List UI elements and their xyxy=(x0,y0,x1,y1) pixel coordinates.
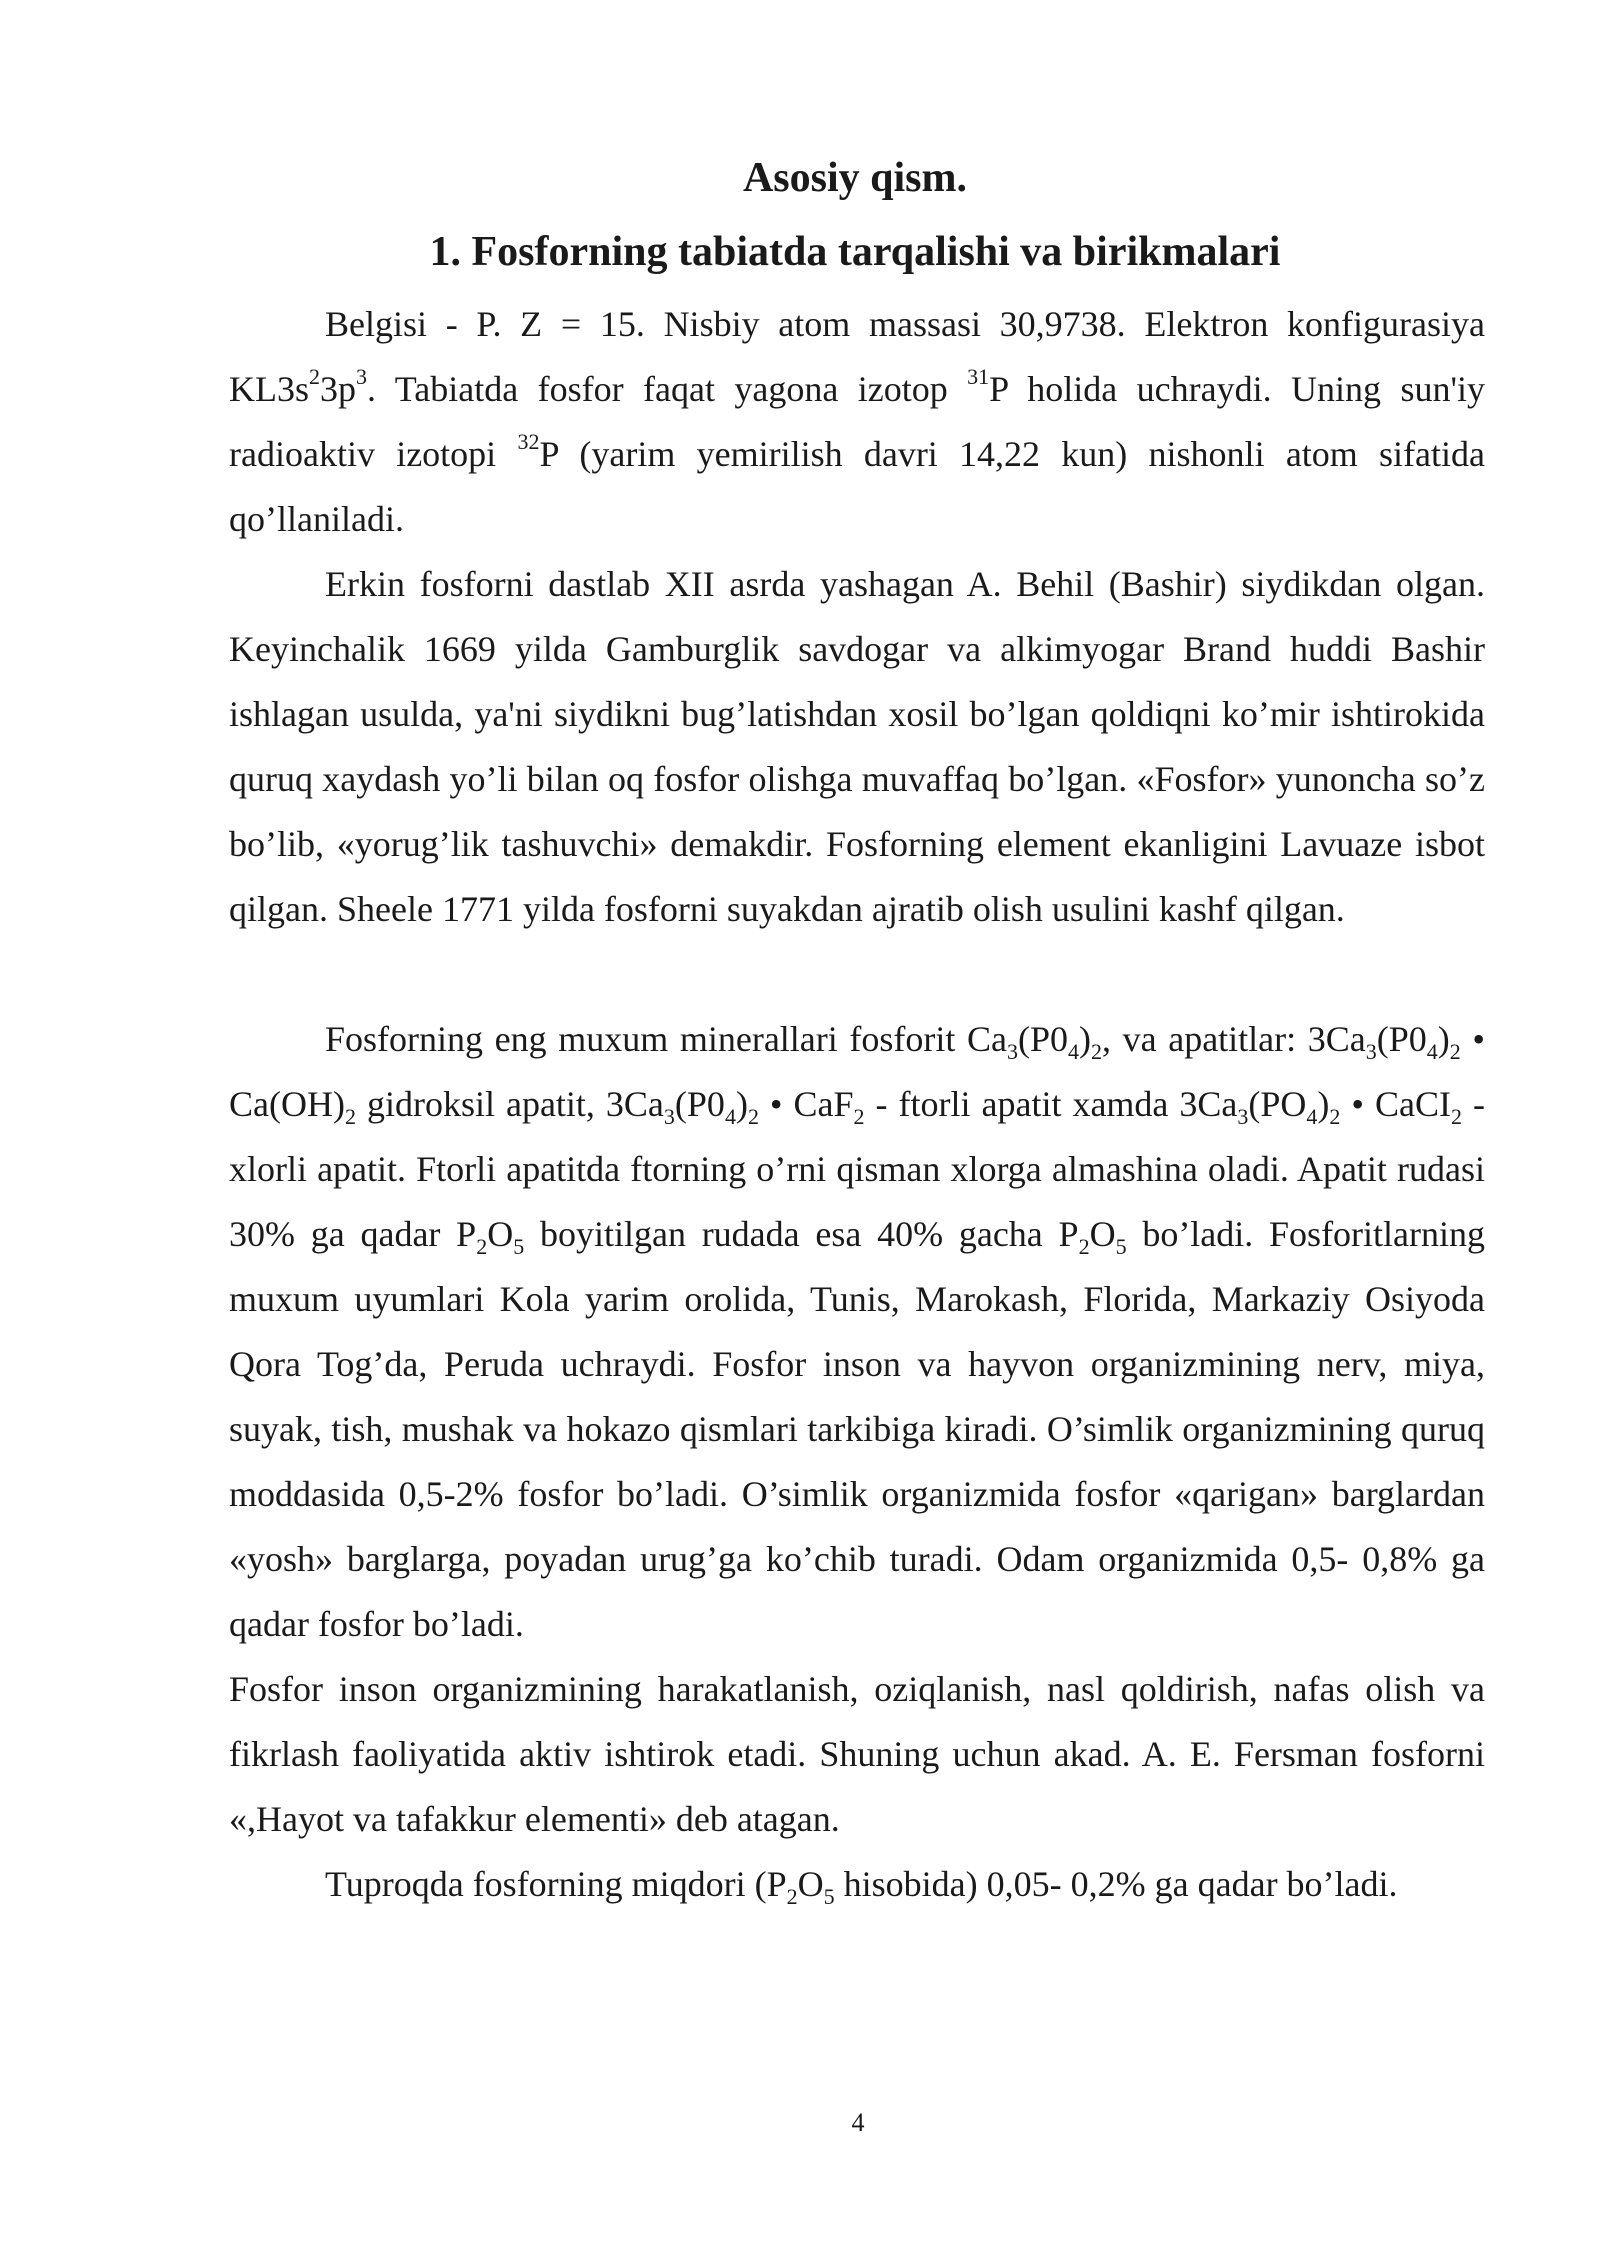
subscript: 4 xyxy=(724,1104,736,1130)
text-run: ) xyxy=(1437,1019,1450,1059)
subscript: 5 xyxy=(513,1234,525,1260)
subscript: 5 xyxy=(823,1884,835,1910)
text-run: • CaF xyxy=(758,1084,854,1124)
text-run: ) xyxy=(1079,1019,1091,1059)
superscript: 31 xyxy=(967,364,990,389)
subscript: 4 xyxy=(1068,1039,1079,1065)
paragraph-minerals xyxy=(229,1007,1485,1657)
superscript: 2 xyxy=(309,364,320,389)
paragraph-element-properties xyxy=(229,292,1485,552)
subscript: 2 xyxy=(476,1234,488,1260)
text-run: Tuproqda fosforning miqdori (P xyxy=(325,1864,787,1904)
text-run: boyitilgan rudada esa 40% gacha P xyxy=(524,1214,1079,1254)
subscript: 2 xyxy=(853,1104,865,1130)
text-run: - ftorli apatit xamda 3Ca xyxy=(864,1084,1238,1124)
subscript: 2 xyxy=(1078,1234,1090,1260)
text-run: ) xyxy=(1317,1084,1330,1124)
subscript: 2 xyxy=(786,1884,798,1910)
text-run: (PO xyxy=(1248,1084,1307,1124)
text-run: 3p xyxy=(320,369,356,409)
page-number: 4 xyxy=(851,2108,865,2137)
text-run: (P0 xyxy=(1376,1019,1427,1059)
text-run: ) xyxy=(735,1084,748,1124)
subscript: 4 xyxy=(1306,1104,1318,1130)
paragraph-history: Erkin fosforni dastlab XII asrda yashagan A. Behil (Bashir) siydikdan olgan. Keyinchalik 1669 yilda Gamburglik savdogar va alkimyogar Brand huddi Bashir ishlagan usulda, ya'ni siydikni bug’latishdan xosil bo’lgan qoldiqni ko’mir ishtirokida quruq xaydash yo’li bilan oq fosfor olishga muvaffaq bo’lgan. «Fosfor» yunoncha so’z bo’lib, «yorug’lik tashuvchi» demakdir. Fosforning element ekanligini Lavuaze isbot qilgan. Sheele 1771 yilda fosforni suyakdan ajratib olish usulini kashf qilgan. xyxy=(229,564,1485,929)
subscript: 2 xyxy=(344,1104,356,1130)
superscript: 3 xyxy=(356,364,367,389)
text-run: O xyxy=(1089,1214,1116,1254)
text-run: (P0 xyxy=(674,1084,725,1124)
subscript: 5 xyxy=(1115,1234,1127,1260)
text-run: hisobida) 0,05- 0,2% ga qadar bo’ladi. xyxy=(834,1864,1398,1904)
subscript: 2 xyxy=(747,1104,759,1130)
subscript: 3 xyxy=(1365,1039,1377,1065)
subscript: 2 xyxy=(1449,1039,1461,1065)
page-heading: Asosiy qism. xyxy=(742,155,968,201)
text-run: gidroksil apatit, 3Ca xyxy=(355,1084,664,1124)
superscript: 32 xyxy=(517,429,540,454)
text-run: O xyxy=(797,1864,824,1904)
text-run: . Tabiatda fosfor faqat yagona izotop xyxy=(367,369,968,409)
text-run: (P0 xyxy=(1017,1019,1068,1059)
subscript: 2 xyxy=(1091,1039,1102,1065)
text-run: Belgisi - P. Z = 15. Nisbiy atom massasi 30,9738. Elektron konfigurasiya KL3s xyxy=(229,304,1485,409)
text-run: P holida uchraydi. Uning sun'iy radioaktiv izotopi xyxy=(229,369,1485,474)
paragraph-role: Fosfor inson organizmining harakatlanish, oziqlanish, nasl qoldirish, nafas olish va fikrlash faoliyatida aktiv ishtirok etadi. Shuning uchun akad. A. E. Fersman fosforni «,Hayot va tafakkur elementi» deb atagan. xyxy=(229,1669,1485,1839)
subscript: 2 xyxy=(1329,1104,1341,1130)
text-run: - xlorli apatit. Ftorli apatitda ftorning o’rni qisman xlorga almashina oladi. Apatit rudasi 30% ga qadar P xyxy=(229,1084,1485,1254)
text-run: O xyxy=(487,1214,514,1254)
text-run: • Ca(OH) xyxy=(229,1019,1486,1124)
subscript: 3 xyxy=(1006,1039,1018,1065)
text-run: Fosforning eng muxum minerallari fosforit Ca xyxy=(325,1019,1007,1059)
section-title: 1. Fosforning tabiatda tarqalishi va birikmalari xyxy=(429,229,1281,275)
text-run: P (yarim yemirilish davri 14,22 kun) nishonli atom sifatida qo’llaniladi. xyxy=(229,434,1486,539)
subscript: 3 xyxy=(663,1104,675,1130)
subscript: 4 xyxy=(1426,1039,1438,1065)
paragraph-soil xyxy=(229,1852,1485,1917)
text-run: , va apatitlar: 3Ca xyxy=(1102,1019,1366,1059)
text-run: • CaCI xyxy=(1340,1084,1452,1124)
text-run: bo’ladi. Fosforitlarning muxum uyumlari Kola yarim orolida, Tunis, Marokash, Florida, Markaziy Osiyoda Qora Tog’da, Peruda uchraydi. Fosfor inson va hayvon organizmining nerv, miya, suyak, tish, mushak va hokazo qismlari tarkibiga kiradi. O’simlik organizmining quruq moddasida 0,5-2% fosfor bo’ladi. O’simlik organizmida fosfor «qarigan» barglardan «yosh» barglarga, poyadan urug’ga ko’chib turadi. Odam organizmida 0,5- 0,8% ga qadar fosfor bo’ladi. xyxy=(229,1214,1486,1644)
subscript: 2 xyxy=(1451,1104,1463,1130)
subscript: 3 xyxy=(1237,1104,1249,1130)
